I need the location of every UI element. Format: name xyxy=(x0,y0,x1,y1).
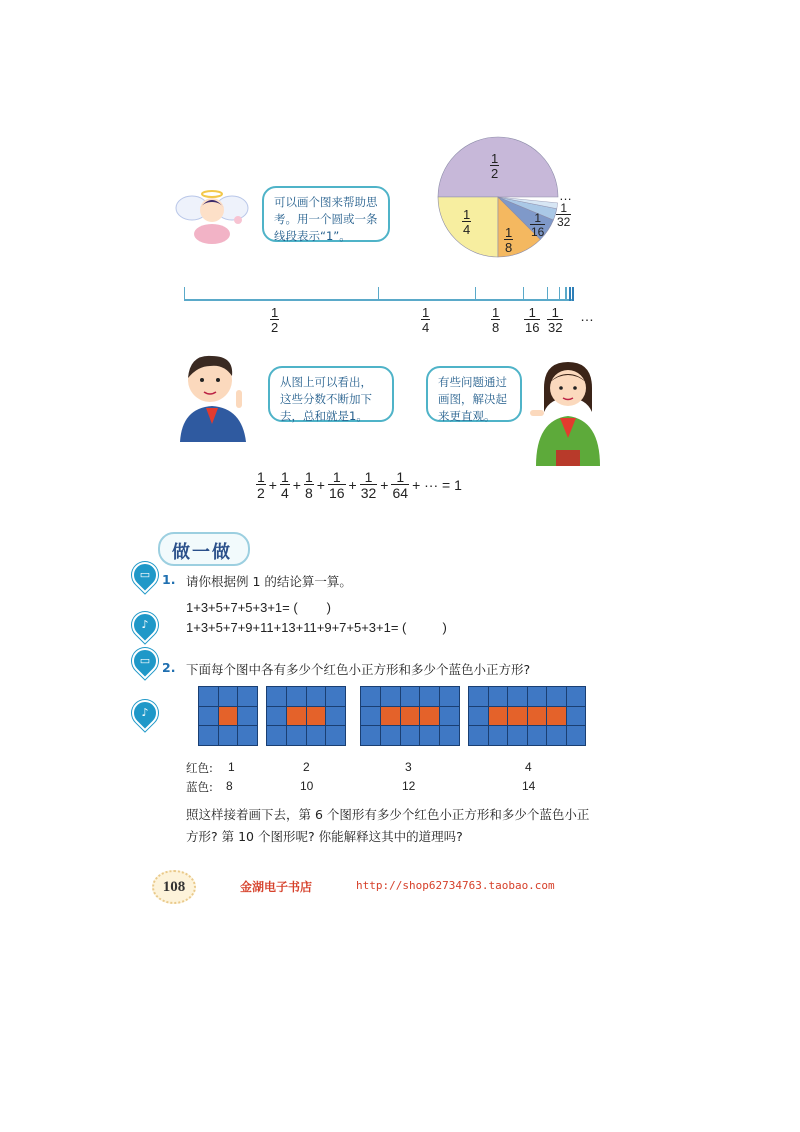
term-5: $\frac{1}{32}$ xyxy=(360,469,377,501)
exercise-1-line-2: 1+3+5+7+9+11+13+11+9+7+5+3+1= ( ) xyxy=(186,620,447,635)
line-label-half: $\frac{1}{2}$ xyxy=(271,305,279,335)
figure-3-grid xyxy=(360,686,460,746)
figure-4-blue-count: 14 xyxy=(522,779,536,793)
figure-4-red-count: 4 xyxy=(525,760,532,774)
pie-label-half: $\frac{1}{2}$ xyxy=(491,151,499,181)
exercise-2-number: 2. xyxy=(162,660,176,675)
figure-3-blue-count: 12 xyxy=(402,779,416,793)
boy-illustration xyxy=(172,350,254,442)
section-header xyxy=(158,532,250,566)
store-url[interactable]: http://shop62734763.taobao.com xyxy=(356,879,555,892)
pie-ellipsis: … xyxy=(559,188,572,203)
figure-2-grid xyxy=(266,686,346,746)
girl-illustration xyxy=(530,358,606,466)
red-count-label: 红色: xyxy=(186,761,213,775)
girl-speech-bubble: 有些问题通过画图，解决起来更直观。 xyxy=(426,366,522,422)
exercise-1-number: 1. xyxy=(162,572,176,587)
line-label-sixteenth: $\frac{1}{16}$ xyxy=(525,305,540,335)
exercise-1-tv-icon: ▭ xyxy=(127,557,164,594)
plus-sign: + xyxy=(380,477,389,493)
sum-equation xyxy=(256,470,462,500)
pie-label-thirtysecond: $\frac{1}{32}$ xyxy=(557,201,571,229)
section-title: 做一做 xyxy=(172,542,232,563)
figure-1-blue-count: 8 xyxy=(226,779,233,793)
line-ellipsis: … xyxy=(580,308,594,324)
number-line xyxy=(184,285,574,301)
term-1: $\frac{1}{2}$ xyxy=(257,469,265,501)
figure-1-grid xyxy=(198,686,258,746)
exercise-1-line-1: 1+3+5+7+5+3+1= ( ) xyxy=(186,600,331,615)
pie-label-quarter: $\frac{1}{4}$ xyxy=(463,207,471,237)
boy-speech-bubble: 从图上可以看出，这些分数不断加下去，总和就是1。 xyxy=(268,366,394,422)
blue-count-label: 蓝色: xyxy=(186,780,213,794)
equation-tail: + ··· = 1 xyxy=(412,477,462,493)
term-6: $\frac{1}{64}$ xyxy=(392,469,409,501)
pie-label-eighth: $\frac{1}{8}$ xyxy=(505,225,513,255)
figure-2-blue-count: 10 xyxy=(300,779,314,793)
plus-sign: + xyxy=(316,477,325,493)
line-label-thirtysecond: $\frac{1}{32}$ xyxy=(548,305,563,335)
line-label-quarter: $\frac{1}{4}$ xyxy=(422,305,430,335)
exercise-1-audio-icon: ♪ xyxy=(127,607,164,644)
plus-sign: + xyxy=(268,477,277,493)
term-3: $\frac{1}{8}$ xyxy=(304,469,313,501)
exercise-2-followup-line-2: 方形? 第 10 个图形呢? 你能解释这其中的道理吗? xyxy=(186,829,463,844)
exercise-1-prompt: 请你根据例 1 的结论算一算。 xyxy=(186,574,352,589)
pie-label-sixteenth: $\frac{1}{16}$ xyxy=(531,211,545,239)
line-label-eighth: $\frac{1}{8}$ xyxy=(492,305,500,335)
exercise-2-prompt: 下面每个图中各有多少个红色小正方形和多少个蓝色小正方形? xyxy=(186,662,531,677)
store-name: 金湖电子书店 xyxy=(240,880,313,894)
exercise-2-audio-icon: ♪ xyxy=(127,695,164,732)
angel-speech-bubble: 可以画个图来帮助思考。用一个圆或一条线段表示“1”。 xyxy=(262,186,390,242)
exercise-2-followup-line-1: 照这样接着画下去，第 6 个图形有多少个红色小正方形和多少个蓝色小正 xyxy=(186,807,590,822)
figure-4-grid xyxy=(468,686,586,746)
figure-2-red-count: 2 xyxy=(303,760,310,774)
figure-3-red-count: 3 xyxy=(405,760,412,774)
page-number: 108 xyxy=(162,879,186,895)
term-4: $\frac{1}{16}$ xyxy=(328,469,345,501)
page-number-badge xyxy=(152,870,196,904)
plus-sign: + xyxy=(292,477,301,493)
figure-1-red-count: 1 xyxy=(228,760,235,774)
angel-illustration xyxy=(172,188,252,250)
exercise-2-tv-icon: ▭ xyxy=(127,643,164,680)
plus-sign: + xyxy=(348,477,357,493)
term-2: $\frac{1}{4}$ xyxy=(280,469,289,501)
